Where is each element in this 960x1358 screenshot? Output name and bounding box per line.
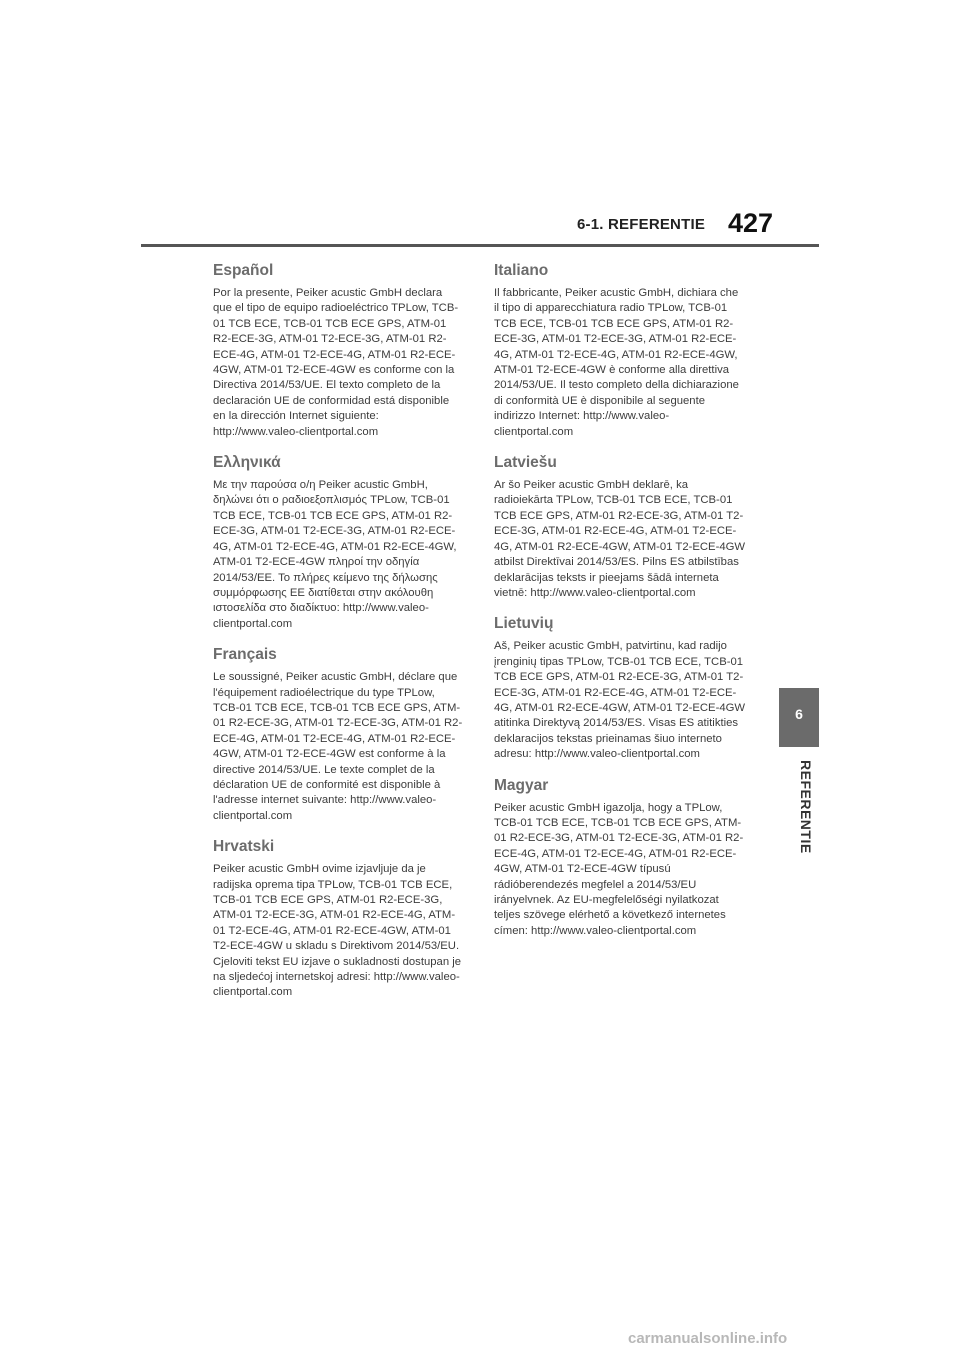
declaration-block-fr xyxy=(213,646,463,824)
section-title: 6-1. REFERENTIE xyxy=(577,216,706,233)
page-number: 427 xyxy=(728,208,774,238)
language-heading: Hrvatski xyxy=(213,838,275,856)
declaration-text: Peiker acustic GmbH igazolja, hogy a TPLow, TCB-01 TCB ECE, TCB-01 TCB ECE GPS, ATM-01 R2-ECE-3G, ATM-01 T2-ECE-3G, ATM-01 R2-ECE-4G, ATM-01 T2-ECE-4G, ATM-01 R2-ECE-4GW, ATM-01 T2-ECE-4GW típusú rádióberendezés megfelel a 2014/53/EU irányelvnek. Az EU-megfelelőségi nyilatkozat teljes szövege elérhető a következő internetes címen: http://www.valeo-clientportal.com xyxy=(494,801,744,937)
declaration-block-hr xyxy=(213,838,463,1001)
declaration-block-hu xyxy=(494,777,746,940)
declaration-block-es xyxy=(213,262,463,440)
language-heading: Latviešu xyxy=(494,454,557,472)
chapter-tab xyxy=(779,688,819,747)
declaration-block-lv xyxy=(494,454,746,601)
declaration-text: Ar šo Peiker acustic GmbH deklarē, ka radioiekārta TPLow, TCB-01 TCB ECE, TCB-01 TCB ECE GPS, ATM-01 R2-ECE-3G, ATM-01 T2-ECE-3G, ATM-01 R2-ECE-4G, ATM-01 T2-ECE-4G, ATM-01 R2-ECE-4GW, ATM-01 T2-ECE-4GW atbilst Direktīvai 2014/53/ES. Pilns ES atbilstības deklarācijas teksts ir pieejams šādā interneta vietnē: http://www.valeo-clientportal.com xyxy=(494,479,746,599)
right-column xyxy=(494,262,746,953)
chapter-label: REFERENTIE xyxy=(798,760,814,854)
language-heading: Español xyxy=(213,262,274,279)
declaration-text: Por la presente, Peiker acustic GmbH declara que el tipo de equipo radioeléctrico TPLow, TCB-01 TCB ECE, TCB-01 TCB ECE GPS, ATM-01 R2-ECE-3G, ATM-01 T2-ECE-3G, ATM-01 R2-ECE-4G, ATM-01 T2-ECE-4G, ATM-01 R2-ECE-4GW, ATM-01 T2-ECE-4GW es conforme con la Directiva 2014/53/UE. El texto completo de la declaración UE de conformidad está disponible en la dirección Internet siguiente: http://www.valeo-clientportal.com xyxy=(213,287,459,438)
language-heading: Ελληνικά xyxy=(213,454,281,472)
left-column xyxy=(213,262,463,1015)
declaration-text: Le soussigné, Peiker acustic GmbH, déclare que l'équipement radioélectrique du type TPLow, TCB-01 TCB ECE, TCB-01 TCB ECE GPS, ATM-01 R2-ECE-3G, ATM-01 T2-ECE-3G, ATM-01 R2-ECE-4G, ATM-01 T2-ECE-4G, ATM-01 R2-ECE-4GW, ATM-01 T2-ECE-4GW est conforme à la directive 2014/53/UE. Le texte complet de la déclaration UE de conformité est disponible à l'adresse internet suivante: http://www.valeo-clientportal.com xyxy=(213,671,463,822)
watermark: carmanualsonline.info xyxy=(628,1330,788,1347)
chapter-number: 6 xyxy=(795,706,803,722)
language-heading: Lietuvių xyxy=(494,615,554,633)
language-heading: Italiano xyxy=(494,262,549,279)
header-rule xyxy=(141,244,819,247)
language-heading: Magyar xyxy=(494,776,549,794)
language-heading: Français xyxy=(213,646,277,664)
declaration-text: Il fabbricante, Peiker acustic GmbH, dichiara che il tipo di apparecchiatura radio TPLow, TCB-01 TCB ECE, TCB-01 TCB ECE GPS, ATM-01 R2-ECE-3G, ATM-01 T2-ECE-3G, ATM-01 R2-ECE-4G, ATM-01 T2-ECE-4G, ATM-01 R2-ECE-4GW, ATM-01 T2-ECE-4GW è conforme alla direttiva 2014/53/UE. Il testo completo della dichiarazione di conformità UE è disponibile al seguente indirizzo Internet: http://www.valeo-clientportal.com xyxy=(494,287,739,438)
declaration-block-el xyxy=(213,454,463,632)
declaration-text: Aš, Peiker acustic GmbH, patvirtinu, kad radijo įrenginių tipas TPLow, TCB-01 TCB ECE, TCB-01 TCB ECE GPS, ATM-01 R2-ECE-3G, ATM-01 T2-ECE-3G, ATM-01 R2-ECE-4G, ATM-01 T2-ECE-4G, ATM-01 R2-ECE-4GW, ATM-01 T2-ECE-4GW atitinka Direktyvą 2014/53/ES. Visas ES atitikties deklaracijos tekstas prieinamas šiuo interneto adresu: http://www.valeo-clientportal.com xyxy=(494,640,746,761)
declaration-text: Peiker acustic GmbH ovime izjavljuje da je radijska oprema tipa TPLow, TCB-01 TCB ECE, TCB-01 TCB ECE GPS, ATM-01 R2-ECE-3G, ATM-01 T2-ECE-3G, ATM-01 R2-ECE-4G, ATM-01 T2-ECE-4G, ATM-01 R2-ECE-4GW, ATM-01 T2-ECE-4GW u skladu s Direktivom 2014/53/EU. Cjeloviti tekst EU izjave o sukladnosti dostupan je na sljedećoj internetskoj adresi: http://www.valeo-clientportal.com xyxy=(213,863,462,999)
declaration-block-it xyxy=(494,262,746,440)
declaration-block-lt xyxy=(494,615,746,762)
declaration-text: Με την παρούσα ο/η Peiker acustic GmbH, δηλώνει ότι ο ραδιοεξοπλισμός TPLow, TCB-01 TCB ECE, TCB-01 TCB ECE GPS, ATM-01 R2-ECE-3G, ATM-01 T2-ECE-3G, ATM-01 R2-ECE-4G, ATM-01 T2-ECE-4G, ATM-01 R2-ECE-4GW, ATM-01 T2-ECE-4GW πληροί την οδηγία 2014/53/ΕΕ. Το πλήρες κείμενο της δήλωσης συμμόρφωσης ΕΕ διατίθεται στην ακόλουθη ιστοσελίδα στο διαδίκτυο: http://www.valeo-clientportal.com xyxy=(213,479,457,630)
